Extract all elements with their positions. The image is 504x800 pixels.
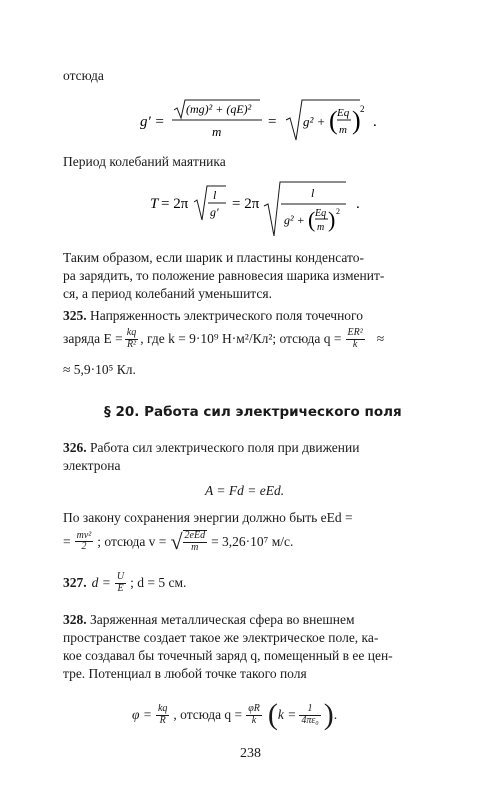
problem-325-line3: ≈ 5,9·10⁵ Кл. [63,362,136,377]
fraction-numerator: 1 [307,703,313,714]
problem-number: 325. [63,308,87,323]
section-title: § 20. Работа сил электрического поля [104,404,402,420]
svg-text:g² +: g² + [303,114,326,129]
svg-text:(: ( [329,106,338,135]
problem-325-line2 [63,328,384,350]
fraction-numerator: ER² [347,327,363,338]
svg-text:Eq: Eq [337,107,350,119]
svg-text:m: m [212,124,222,139]
problem-number: 328. [63,612,87,627]
problem-326-line4 [63,530,293,553]
fraction-denominator: R [159,714,166,726]
problem-text: Напряженность электрического поля точечного [90,308,364,323]
paragraph-line: ра зарядить, то положение равновесия шарика изменит- [63,268,385,283]
text-fragment: , где k = 9·10⁹ Н·м²/Кл²; отсюда q = [140,331,342,346]
svg-text:): ) [352,106,361,135]
fraction-under-sqrt [183,530,208,553]
text-fragment: ; d = 5 см. [130,575,187,590]
text-period: Период колебаний маятника [63,154,226,169]
fraction-1-4pieps0 [299,704,320,726]
problem-text: Работа сил электрического поля при движении [90,440,360,455]
svg-text:= 2π: = 2π [161,196,189,212]
fraction-denominator: k [251,714,257,726]
fraction-numerator: kq [126,327,137,338]
formula-period-T [150,178,380,240]
svg-text:2: 2 [360,104,365,114]
svg-text:= 2π: = 2π [232,196,260,212]
problem-text: Заряженная металлическая сфера во внешнем [90,612,355,627]
problem-325-line1 [63,308,363,324]
text-fragment: = 3,26·10⁷ м/с. [211,533,294,549]
text-fragment: ; отсюда v = [97,533,167,549]
problem-328-line3: кое создавал бы точечный заряд q, помещенный в ее цен- [63,648,393,663]
problem-328-line4: тре. Потенциал в любой точке такого поля [63,666,307,681]
svg-text:m: m [317,222,325,233]
fraction-kq-R [156,704,169,726]
svg-text:l: l [213,188,217,202]
svg-text:g′ =: g′ = [140,114,165,130]
text-fragment: φ = [132,707,152,722]
problem-326-line3: По закону сохранения энергии должно быть eEd = [63,510,353,525]
svg-text:g² +: g² + [284,213,305,227]
fraction-denominator: E [117,582,124,594]
fraction-denominator: m [191,541,199,553]
paren-close: ) [323,698,334,731]
paren-open: ( [267,698,278,731]
problem-326-line2: электрона [63,458,121,473]
fraction-denominator: 4πε₀ [301,714,319,726]
fraction-phiR-k [246,704,262,726]
svg-text:T: T [150,196,159,212]
text-fragment: , отсюда q = [173,707,243,722]
approx-sign: ≈ [376,331,385,346]
formula-g-prime [140,96,400,146]
fraction-kq-R2 [125,328,138,350]
text-otsyuda: отсюда [63,68,104,83]
svg-text:g′: g′ [210,205,219,219]
fraction-mv2-2 [75,531,94,553]
text-fragment: . [333,707,338,722]
fraction-numerator: φR [248,703,260,714]
svg-text:(: ( [308,207,316,232]
problem-328-line1 [63,612,355,628]
sqrt-2eEd-m [170,530,207,553]
fraction-numerator: U [116,571,125,582]
fraction-numerator: kq [157,703,168,714]
fraction-denominator: 2 [81,541,87,552]
fraction-denominator: k [352,338,358,350]
text-fragment: k = [277,707,297,722]
svg-text:.: . [356,196,360,212]
problem-326-line1 [63,440,359,456]
fraction-numerator: mv² [76,529,92,541]
svg-text:(mg)² + (qE)²: (mg)² + (qE)² [186,102,252,116]
svg-text:): ) [328,207,336,232]
text-fragment: d = [91,575,111,590]
problem-327 [63,572,186,594]
formula-potential [132,700,337,730]
paragraph-line: Таким образом, если шарик и пластины конденсато- [63,250,364,265]
svg-text:l: l [311,186,315,200]
formula-work: A = Fd = eEd. [205,483,285,498]
fraction-denominator: R² [126,338,137,350]
text-fragment: = [63,533,71,549]
fraction-U-E [115,572,126,594]
fraction-ER2-k [346,328,365,350]
svg-text:=: = [268,114,277,130]
sqrt-sign: √ [170,528,183,554]
page-number: 238 [240,746,261,761]
svg-text:2: 2 [336,207,340,216]
svg-text:.: . [373,114,377,130]
paragraph-line: ся, а период колебаний уменьшится. [63,286,272,301]
problem-number: 327. [63,575,87,590]
svg-text:m: m [339,124,347,136]
problem-328-line2: пространстве создает такое же электрическое поле, ка- [63,630,379,645]
svg-text:Eq: Eq [315,208,327,219]
fraction-numerator: 2eEd [184,530,206,541]
problem-number: 326. [63,440,87,455]
text-fragment: заряда E = [63,331,123,346]
